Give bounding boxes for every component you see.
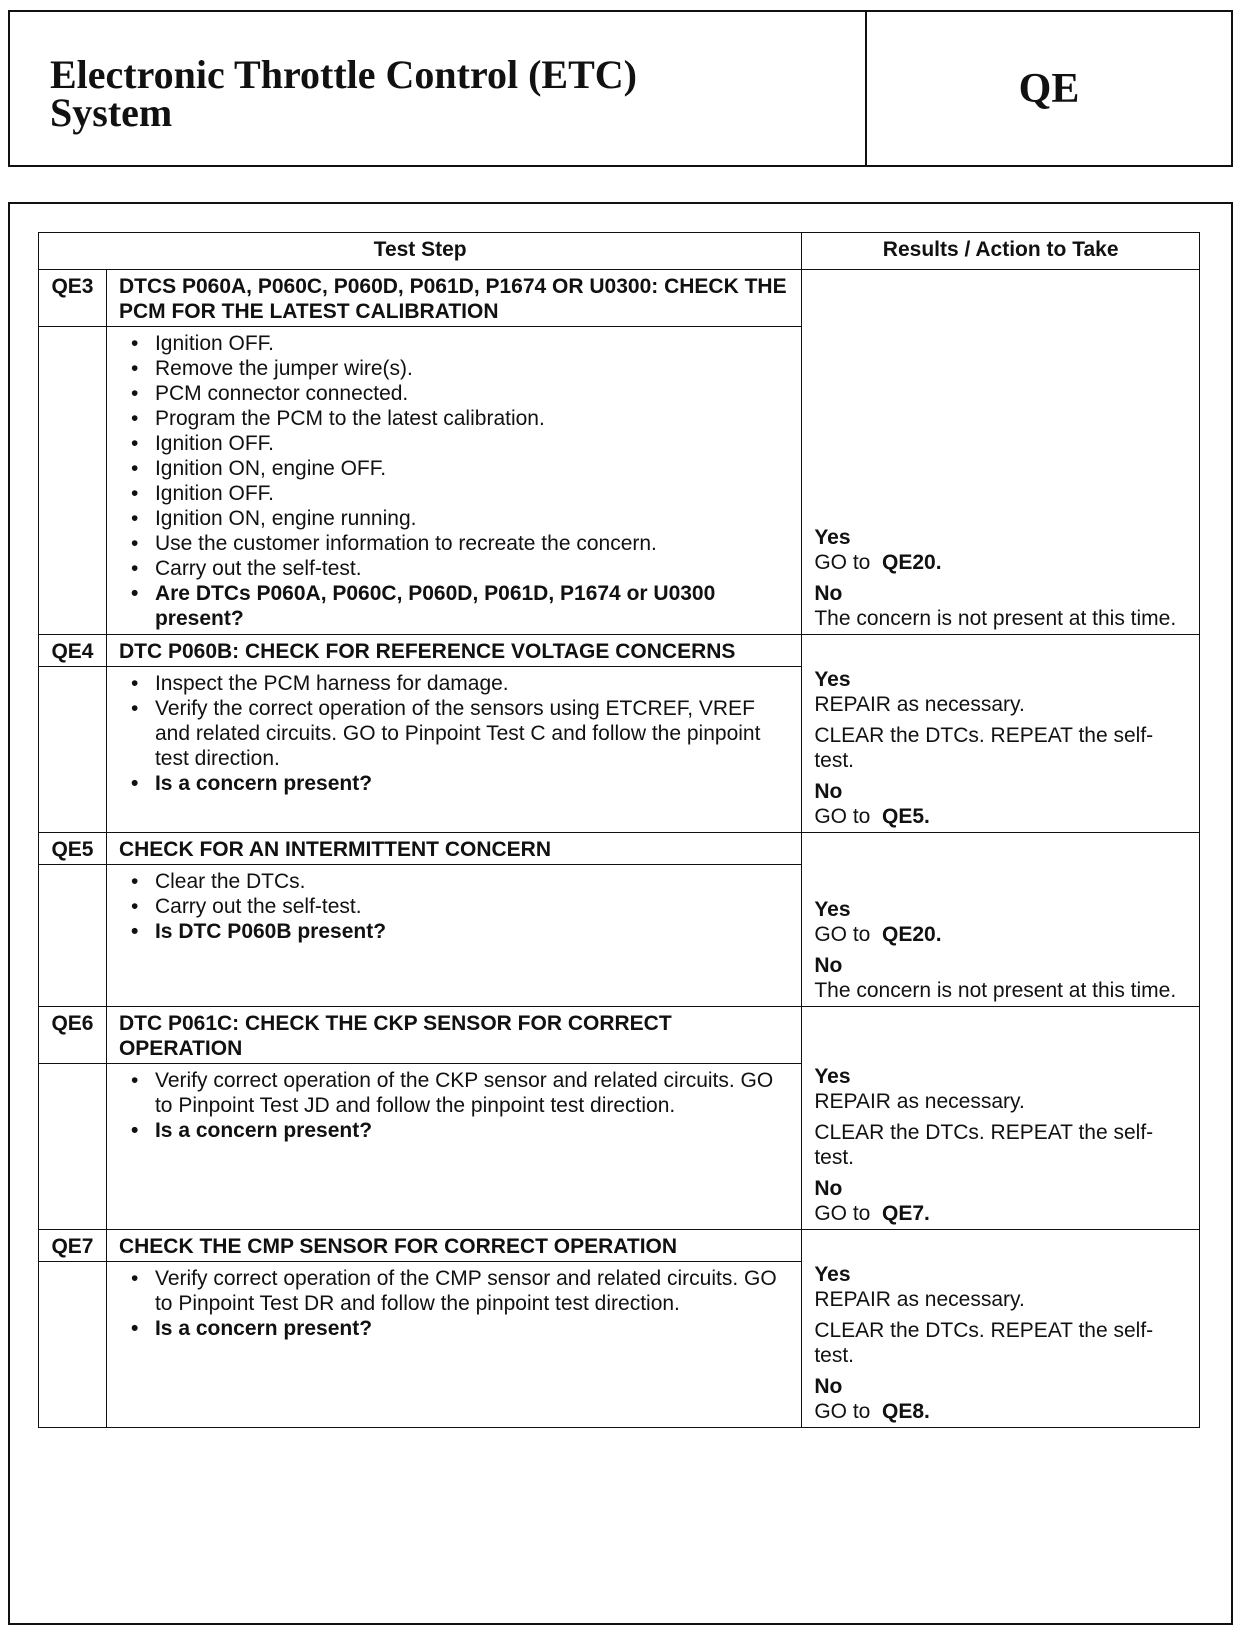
page-title-line2: System xyxy=(50,90,173,135)
list-item: • Carry out the self-test. xyxy=(119,894,791,919)
step-bullets xyxy=(119,671,791,796)
step-title: DTCS P060A, P060C, P060D, P061D, P1674 OR U0300: CHECK THE PCM FOR THE LATEST CALIBRATION xyxy=(106,270,801,327)
step-results xyxy=(802,1230,1200,1428)
step-body xyxy=(106,1064,801,1230)
step-id: QE6 xyxy=(39,1007,107,1064)
step-title-row xyxy=(39,635,1200,667)
list-item: • Ignition OFF. xyxy=(119,431,791,456)
step-title-row xyxy=(39,1230,1200,1262)
no-action: GO to QE7. xyxy=(814,1202,930,1225)
list-item: • Ignition ON, engine OFF. xyxy=(119,456,791,481)
yes-action: GO to QE20. xyxy=(814,551,942,574)
step-bullets xyxy=(119,1068,791,1143)
no-action: GO to QE8. xyxy=(814,1400,930,1423)
yes-action-2: CLEAR the DTCs. REPEAT the self-test. xyxy=(814,1319,1154,1367)
header-test-step: Test Step xyxy=(39,233,802,270)
step-body xyxy=(106,1262,801,1428)
step-title: CHECK THE CMP SENSOR FOR CORRECT OPERATION xyxy=(106,1230,801,1262)
step-title: CHECK FOR AN INTERMITTENT CONCERN xyxy=(106,833,801,865)
no-label: No xyxy=(814,1375,843,1398)
list-item: • Remove the jumper wire(s). xyxy=(119,356,791,381)
step-id-spacer xyxy=(39,865,107,1007)
step-id: QE5 xyxy=(39,833,107,865)
step-title: DTC P061C: CHECK THE CKP SENSOR FOR CORRECT OPERATION xyxy=(106,1007,801,1064)
no-label: No xyxy=(814,954,843,977)
yes-action-2: CLEAR the DTCs. REPEAT the self-test. xyxy=(814,1121,1154,1169)
list-item: • Verify correct operation of the CMP sensor and related circuits. GO to Pinpoint Test DR and follow the pinpoint test direction. xyxy=(119,1266,791,1316)
list-item: • Ignition OFF. xyxy=(119,331,791,356)
yes-action: REPAIR as necessary. xyxy=(814,1288,1025,1311)
step-body xyxy=(106,865,801,1007)
list-item: • Inspect the PCM harness for damage. xyxy=(119,671,791,696)
page-header xyxy=(8,10,1233,167)
yes-label: Yes xyxy=(814,898,851,921)
step-title-row xyxy=(39,833,1200,865)
step-body xyxy=(106,327,801,635)
step-results xyxy=(802,270,1200,635)
no-label: No xyxy=(814,1177,843,1200)
step-id: QE3 xyxy=(39,270,107,327)
no-label: No xyxy=(814,582,843,605)
no-action: The concern is not present at this time. xyxy=(814,607,1177,630)
yes-action-2: CLEAR the DTCs. REPEAT the self-test. xyxy=(814,724,1154,772)
yes-action: REPAIR as necessary. xyxy=(814,1090,1025,1113)
step-question: • Is a concern present? xyxy=(119,1316,791,1341)
step-results xyxy=(802,833,1200,1007)
list-item: • Verify correct operation of the CKP sensor and related circuits. GO to Pinpoint Test JD and follow the pinpoint test direction. xyxy=(119,1068,791,1118)
step-id-spacer xyxy=(39,1064,107,1230)
step-question: • Are DTCs P060A, P060C, P060D, P061D, P1674 or U0300 present? xyxy=(119,581,791,631)
table-header-row xyxy=(39,233,1200,270)
step-body xyxy=(106,667,801,833)
list-item: • Program the PCM to the latest calibration. xyxy=(119,406,791,431)
step-bullets xyxy=(119,331,791,631)
step-id-spacer xyxy=(39,667,107,833)
yes-action: REPAIR as necessary. xyxy=(814,693,1025,716)
no-label: No xyxy=(814,780,843,803)
yes-label: Yes xyxy=(814,1065,851,1088)
step-id: QE4 xyxy=(39,635,107,667)
yes-action: GO to QE20. xyxy=(814,923,942,946)
list-item: • PCM connector connected. xyxy=(119,381,791,406)
diagnostic-table xyxy=(38,232,1200,1428)
list-item: • Clear the DTCs. xyxy=(119,869,791,894)
step-bullets xyxy=(119,1266,791,1341)
list-item: • Verify the correct operation of the sensors using ETCREF, VREF and related circuits. GO to Pinpoint Test C and follow the pinpoint test direction. xyxy=(119,696,791,771)
yes-label: Yes xyxy=(814,526,851,549)
step-id-spacer xyxy=(39,1262,107,1428)
step-results xyxy=(802,1007,1200,1230)
header-results: Results / Action to Take xyxy=(802,233,1200,270)
list-item: • Ignition ON, engine running. xyxy=(119,506,791,531)
step-title-row xyxy=(39,1007,1200,1064)
step-id: QE7 xyxy=(39,1230,107,1262)
step-question: • Is a concern present? xyxy=(119,1118,791,1143)
step-question: • Is DTC P060B present? xyxy=(119,919,791,944)
step-id-spacer xyxy=(39,327,107,635)
step-bullets xyxy=(119,869,791,944)
yes-label: Yes xyxy=(814,668,851,691)
list-item: • Carry out the self-test. xyxy=(119,556,791,581)
step-title-row xyxy=(39,270,1200,327)
list-item: • Use the customer information to recreate the concern. xyxy=(119,531,791,556)
no-action: The concern is not present at this time. xyxy=(814,979,1177,1002)
step-question: • Is a concern present? xyxy=(119,771,791,796)
step-results xyxy=(802,635,1200,833)
no-action: GO to QE5. xyxy=(814,805,930,828)
page-title xyxy=(10,12,867,165)
page-title-line1: Electronic Throttle Control (ETC) xyxy=(50,52,637,97)
yes-label: Yes xyxy=(814,1263,851,1286)
step-title: DTC P060B: CHECK FOR REFERENCE VOLTAGE CONCERNS xyxy=(106,635,801,667)
section-code: QE xyxy=(1018,65,1080,112)
list-item: • Ignition OFF. xyxy=(119,481,791,506)
